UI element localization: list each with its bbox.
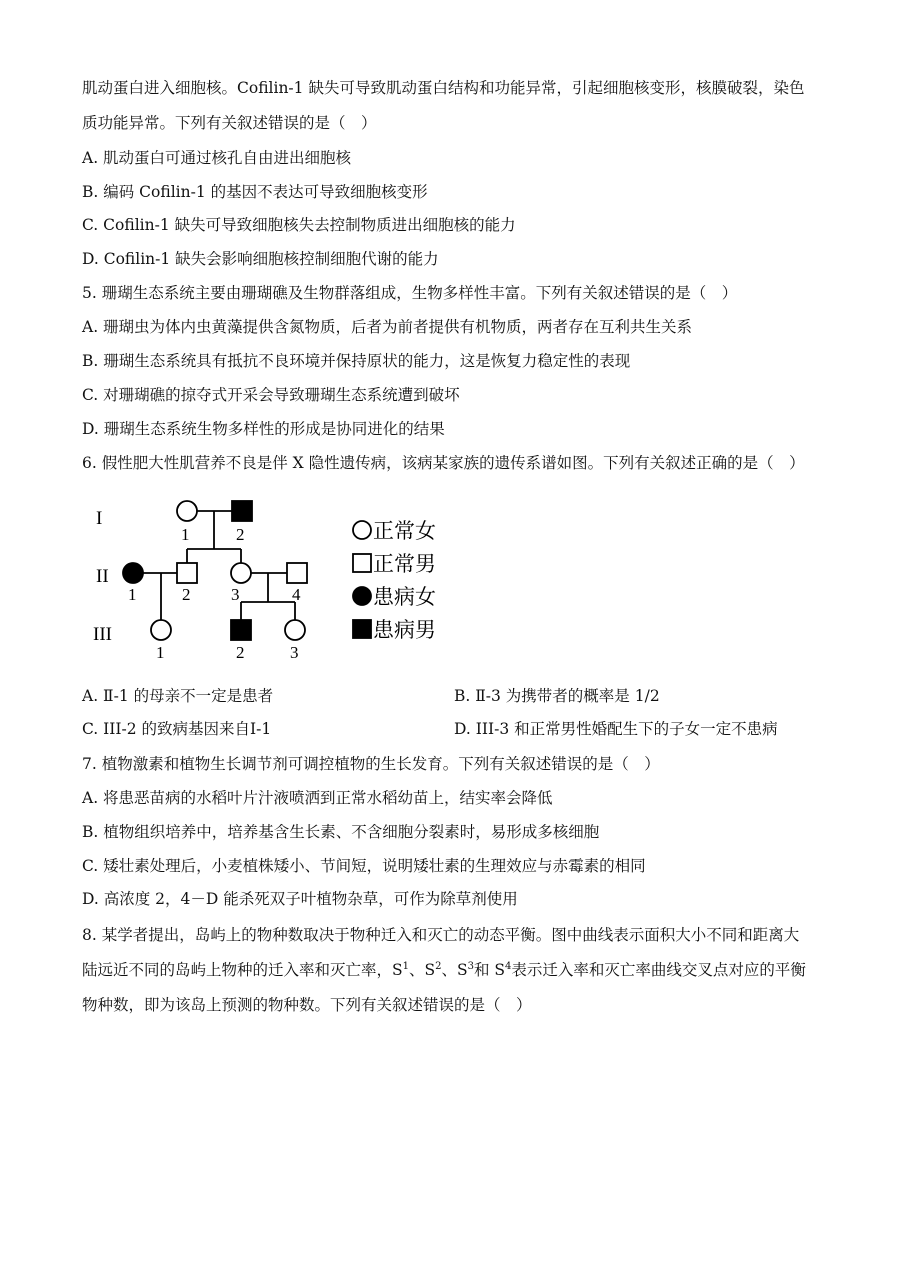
q5-option-b: B. 珊瑚生态系统具有抵抗不良环境并保持原状的能力，这是恢复力稳定性的表现 [82,352,631,370]
q7-stem: 7. 植物激素和植物生长调节剂可调控植物的生长发育。下列有关叙述错误的是（ ） [82,755,660,773]
q5-option-d: D. 珊瑚生态系统生物多样性的形成是协同进化的结果 [82,420,445,438]
q5-option-c: C. 对珊瑚礁的掠夺式开采会导致珊瑚生态系统遭到破坏 [82,386,460,404]
q4-stem-line2: 质功能异常。下列有关叙述错误的是（ ） [82,114,377,132]
q8-stem-line2: 陆远近不同的岛屿上物种的迁入率和灭亡率，$S^1$、$S^2$、$S^3$和 $S^4$表示迁入率和灭亡率曲线交叉点对应的平衡 [82,960,806,979]
q6-option-b: B. Ⅱ-3 为携带者的概率是 1/2 [454,687,660,705]
II-3-normal-female [231,563,251,583]
label-II-1: 1 [128,585,137,604]
generation-label-I: I [96,508,103,529]
q4-stem-line1: 肌动蛋白进入细胞核。Cofilin-1 缺失可导致肌动蛋白结构和功能异常，引起细胞核变形，核膜破裂，染色 [82,79,805,97]
I-1-normal-female [177,501,197,521]
q7-option-d: D. 高浓度 2，4－D 能杀死双子叶植物杂草，可作为除草剂使用 [82,890,518,908]
q6-option-c: C. III-2 的致病基因来自Ⅰ-1 [82,720,272,738]
legend-affected-female-symbol [353,587,371,605]
q4-option-d: D. Cofilin-1 缺失会影响细胞核控制细胞代谢的能力 [82,250,439,268]
q8-stem-line3: 物种数，即为该岛上预测的物种数。下列有关叙述错误的是（ ） [82,996,532,1014]
q5-stem: 5. 珊瑚生态系统主要由珊瑚礁及生物群落组成，生物多样性丰富。下列有关叙述错误的是（ ） [82,284,738,302]
label-I-1: 1 [181,525,190,544]
legend-normal-male-symbol [353,554,371,572]
III-1-normal-female [151,620,171,640]
label-III-3: 3 [290,643,299,662]
legend-affected-male-label: 患病男 [373,618,436,642]
q7-option-c: C. 矮壮素处理后，小麦植株矮小、节间短，说明矮壮素的生理效应与赤霉素的相同 [82,857,646,875]
q4-option-c: C. Cofilin-1 缺失可导致细胞核失去控制物质进出细胞核的能力 [82,216,516,234]
q4-option-a: A. 肌动蛋白可通过核孔自由进出细胞核 [82,149,352,167]
legend-normal-female-symbol [353,521,371,539]
q7-option-b: B. 植物组织培养中，培养基含生长素、不含细胞分裂素时，易形成多核细胞 [82,823,600,841]
label-II-4: 4 [292,585,301,604]
label-III-2: 2 [236,643,245,662]
II-1-affected-female [123,563,143,583]
q7-option-a: A. 将患恶苗病的水稻叶片汁液喷洒到正常水稻幼苗上，结实率会降低 [82,789,553,807]
label-II-2: 2 [182,585,191,604]
legend-affected-male-symbol [353,620,371,638]
q6-option-d: D. III-3 和正常男性婚配生下的子女一定不患病 [454,720,778,738]
q6-stem: 6. 假性肥大性肌营养不良是伴 X 隐性遗传病，该病某家族的遗传系谱如图。下列有关叙述正确的是（ ） [82,454,805,472]
q5-option-a: A. 珊瑚虫为体内虫黄藻提供含氮物质，后者为前者提供有机物质，两者存在互利共生关系 [82,318,693,336]
III-2-affected-male [231,620,251,640]
generation-label-III: III [93,624,112,645]
legend-affected-female-label: 患病女 [373,585,436,609]
label-II-3: 3 [231,585,240,604]
legend-normal-female-label: 正常女 [373,519,436,543]
generation-label-II: II [96,566,109,587]
q6-option-a: A. Ⅱ-1 的母亲不一定是患者 [82,687,274,705]
II-4-normal-male [287,563,307,583]
q8-stem-line1: 8. 某学者提出，岛屿上的物种数取决于物种迁入和灭亡的动态平衡。图中曲线表示面积大小不同和距离大 [82,926,800,944]
III-3-normal-female [285,620,305,640]
legend-normal-male-label: 正常男 [373,552,436,576]
II-2-normal-male [177,563,197,583]
label-III-1: 1 [156,643,165,662]
I-2-affected-male [232,501,252,521]
q4-option-b: B. 编码 Cofilin-1 的基因不表达可导致细胞核变形 [82,183,428,201]
label-I-2: 2 [236,525,245,544]
